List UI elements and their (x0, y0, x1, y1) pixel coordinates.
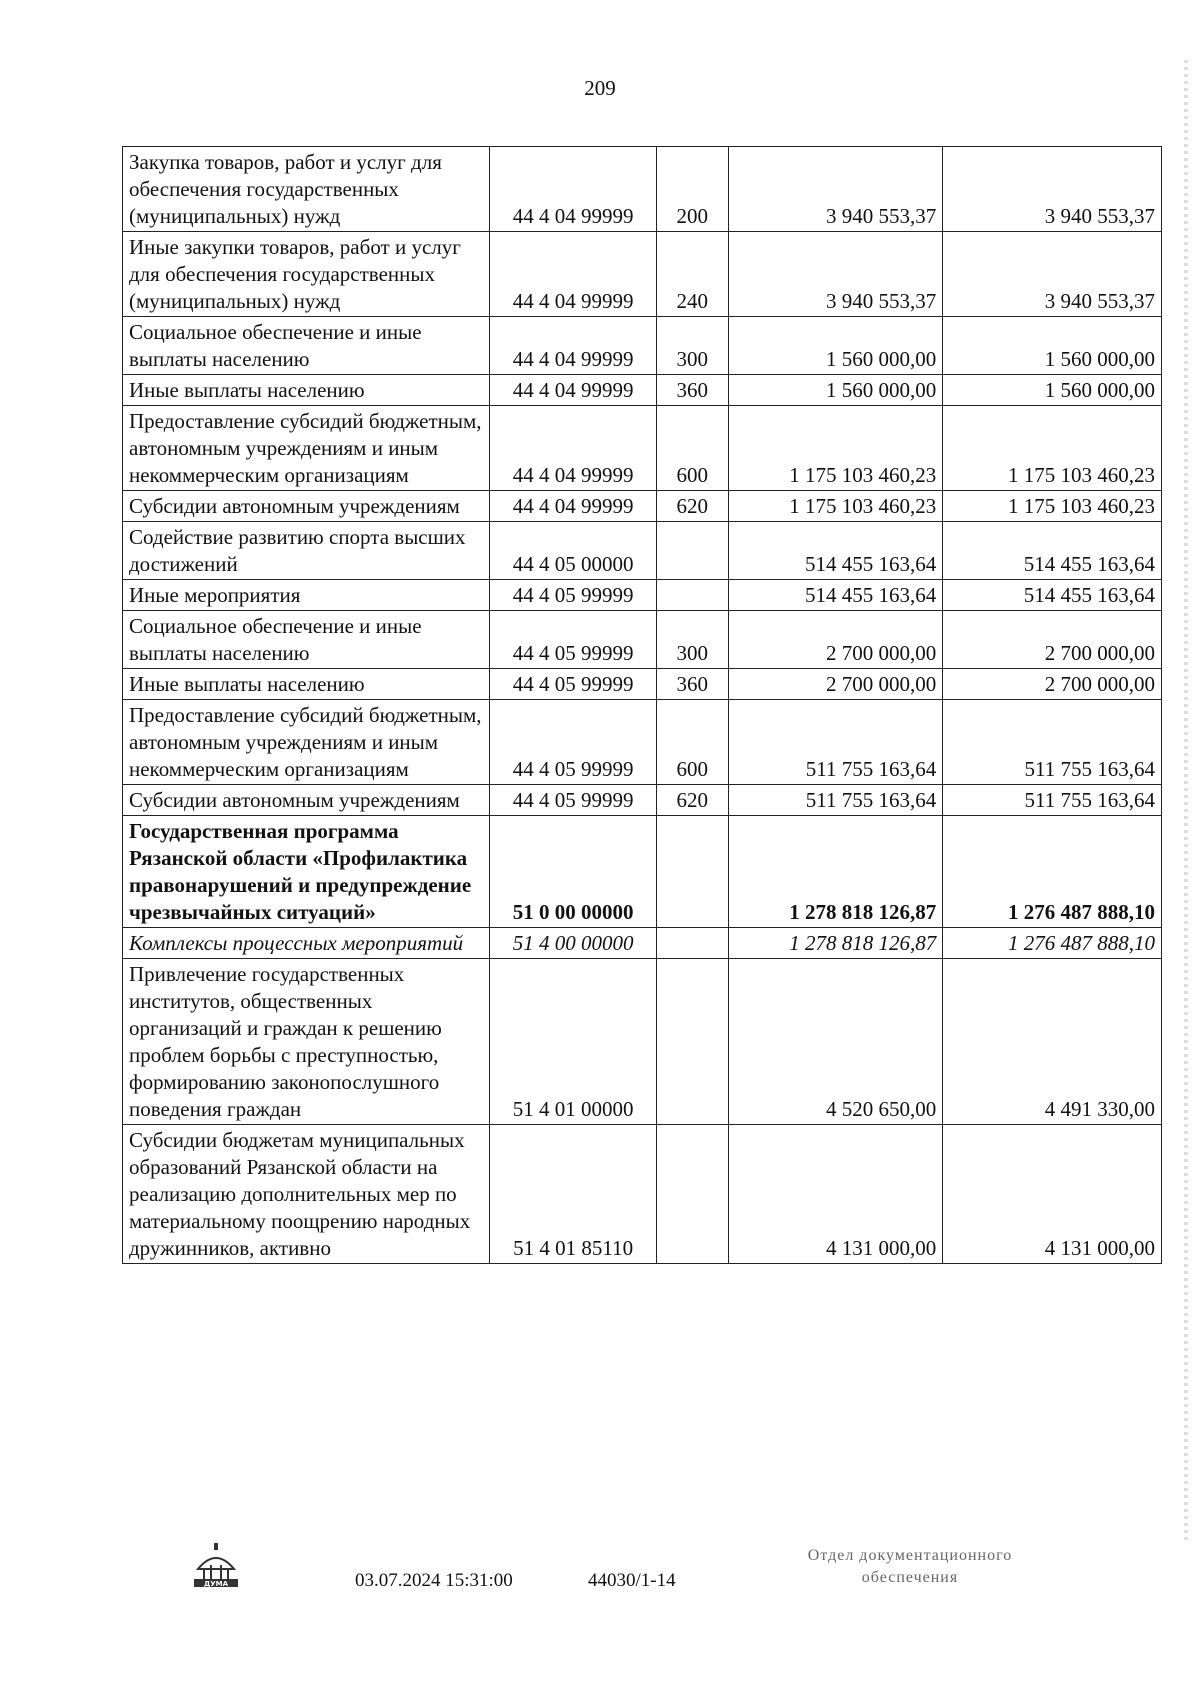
row-type-cell: 620 (656, 785, 728, 816)
row-name-cell: Государственная программа Рязанской области «Профилактика правонарушений и предупреждение чрезвычайных ситуаций» (123, 816, 490, 928)
row-value-2023-cell: 4 520 650,00 (728, 959, 942, 1125)
row-type-cell (656, 580, 728, 611)
row-value-2023-cell: 2 700 000,00 (728, 669, 942, 700)
row-name-cell: Социальное обеспечение и иные выплаты населению (123, 317, 490, 375)
row-value-2024-cell: 2 700 000,00 (943, 611, 1162, 669)
row-value-2024-cell: 2 700 000,00 (943, 669, 1162, 700)
table-row (123, 959, 1162, 1125)
row-value-2023-cell: 1 560 000,00 (728, 375, 942, 406)
row-type-cell: 620 (656, 491, 728, 522)
row-type-cell: 300 (656, 611, 728, 669)
row-value-2024-cell: 514 455 163,64 (943, 580, 1162, 611)
row-name-cell: Субсидии автономным учреждениям (123, 785, 490, 816)
row-type-cell: 200 (656, 147, 728, 232)
row-type-cell (656, 1125, 728, 1264)
row-value-2024-cell: 4 491 330,00 (943, 959, 1162, 1125)
row-code-cell: 51 4 01 00000 (490, 959, 656, 1125)
footer-department-stamp (760, 1545, 1060, 1589)
row-value-2023-cell: 1 175 103 460,23 (728, 406, 942, 491)
footer-department-line1: Отдел документационного (807, 1547, 1013, 1564)
row-name-cell: Предоставление субсидий бюджетным, автономным учреждениям и иным некоммерческим организациям (123, 700, 490, 785)
row-code-cell: 51 4 00 00000 (490, 928, 656, 959)
table-row (123, 491, 1162, 522)
row-code-cell: 44 4 05 99999 (490, 785, 656, 816)
table-row (123, 147, 1162, 232)
table-row (123, 317, 1162, 375)
row-code-cell: 51 0 00 00000 (490, 816, 656, 928)
table-row (123, 1125, 1162, 1264)
row-value-2023-cell: 2 700 000,00 (728, 611, 942, 669)
table-row (123, 232, 1162, 317)
row-name-cell: Иные мероприятия (123, 580, 490, 611)
row-value-2023-cell: 514 455 163,64 (728, 522, 942, 580)
row-name-cell: Предоставление субсидий бюджетным, автономным учреждениям и иным некоммерческим организациям (123, 406, 490, 491)
row-name-cell: Социальное обеспечение и иные выплаты населению (123, 611, 490, 669)
row-code-cell: 44 4 04 99999 (490, 406, 656, 491)
row-code-cell: 44 4 04 99999 (490, 317, 656, 375)
row-value-2023-cell: 3 940 553,37 (728, 232, 942, 317)
row-code-cell: 44 4 04 99999 (490, 491, 656, 522)
row-value-2023-cell: 4 131 000,00 (728, 1125, 942, 1264)
row-value-2024-cell: 1 175 103 460,23 (943, 491, 1162, 522)
row-code-cell: 44 4 04 99999 (490, 147, 656, 232)
footer-date: 03.07.2024 15:31:00 (355, 1570, 513, 1591)
row-value-2024-cell: 3 940 553,37 (943, 147, 1162, 232)
budget-table-body (123, 147, 1162, 1264)
row-value-2023-cell: 1 278 818 126,87 (728, 816, 942, 928)
row-name-cell: Привлечение государственных институтов, общественных организаций и граждан к решению проблем борьбы с преступностью, формированию законопослушного поведения граждан (123, 959, 490, 1125)
row-type-cell: 360 (656, 669, 728, 700)
row-value-2023-cell: 1 278 818 126,87 (728, 928, 942, 959)
row-name-cell: Субсидии бюджетам муниципальных образований Рязанской области на реализацию дополнительных мер по материальному поощрению народных дружинников, активно (123, 1125, 490, 1264)
row-value-2024-cell: 511 755 163,64 (943, 785, 1162, 816)
duma-logo-icon (190, 1543, 242, 1589)
row-value-2023-cell: 514 455 163,64 (728, 580, 942, 611)
row-type-cell: 600 (656, 406, 728, 491)
table-row (123, 580, 1162, 611)
row-value-2024-cell: 1 175 103 460,23 (943, 406, 1162, 491)
row-value-2024-cell: 1 560 000,00 (943, 317, 1162, 375)
row-type-cell: 600 (656, 700, 728, 785)
row-type-cell: 240 (656, 232, 728, 317)
row-value-2024-cell: 1 560 000,00 (943, 375, 1162, 406)
row-value-2024-cell: 1 276 487 888,10 (943, 928, 1162, 959)
row-value-2024-cell: 514 455 163,64 (943, 522, 1162, 580)
row-code-cell: 44 4 05 00000 (490, 522, 656, 580)
row-code-cell: 51 4 01 85110 (490, 1125, 656, 1264)
row-name-cell: Субсидии автономным учреждениям (123, 491, 490, 522)
row-value-2024-cell: 1 276 487 888,10 (943, 816, 1162, 928)
row-value-2024-cell: 3 940 553,37 (943, 232, 1162, 317)
table-row (123, 928, 1162, 959)
row-value-2024-cell: 511 755 163,64 (943, 700, 1162, 785)
row-code-cell: 44 4 04 99999 (490, 232, 656, 317)
footer-department-line2: обеспечения (861, 1569, 959, 1586)
row-type-cell: 360 (656, 375, 728, 406)
table-row (123, 522, 1162, 580)
row-code-cell: 44 4 04 99999 (490, 375, 656, 406)
row-name-cell: Комплексы процессных мероприятий (123, 928, 490, 959)
row-code-cell: 44 4 05 99999 (490, 669, 656, 700)
row-value-2023-cell: 1 175 103 460,23 (728, 491, 942, 522)
row-type-cell (656, 522, 728, 580)
table-row (123, 611, 1162, 669)
row-type-cell: 300 (656, 317, 728, 375)
row-name-cell: Иные выплаты населению (123, 669, 490, 700)
row-name-cell: Закупка товаров, работ и услуг для обеспечения государственных (муниципальных) нужд (123, 147, 490, 232)
budget-table (122, 146, 1162, 1264)
svg-text:ДУМА: ДУМА (203, 1580, 229, 1588)
row-value-2023-cell: 3 940 553,37 (728, 147, 942, 232)
table-row (123, 669, 1162, 700)
row-name-cell: Иные выплаты населению (123, 375, 490, 406)
row-type-cell (656, 928, 728, 959)
table-row (123, 700, 1162, 785)
table-row (123, 816, 1162, 928)
table-row (123, 406, 1162, 491)
row-type-cell (656, 816, 728, 928)
table-row (123, 785, 1162, 816)
page-number: 209 (584, 76, 616, 100)
row-value-2023-cell: 511 755 163,64 (728, 700, 942, 785)
row-name-cell: Иные закупки товаров, работ и услуг для обеспечения государственных (муниципальных) нужд (123, 232, 490, 317)
footer-registration-number: 44030/1-14 (588, 1570, 676, 1591)
row-code-cell: 44 4 05 99999 (490, 611, 656, 669)
table-row (123, 375, 1162, 406)
row-code-cell: 44 4 05 99999 (490, 580, 656, 611)
row-value-2023-cell: 511 755 163,64 (728, 785, 942, 816)
row-name-cell: Содействие развитию спорта высших достижений (123, 522, 490, 580)
row-value-2023-cell: 1 560 000,00 (728, 317, 942, 375)
row-value-2024-cell: 4 131 000,00 (943, 1125, 1162, 1264)
row-code-cell: 44 4 05 99999 (490, 700, 656, 785)
row-type-cell (656, 959, 728, 1125)
scan-edge-artifact (1184, 60, 1188, 1540)
